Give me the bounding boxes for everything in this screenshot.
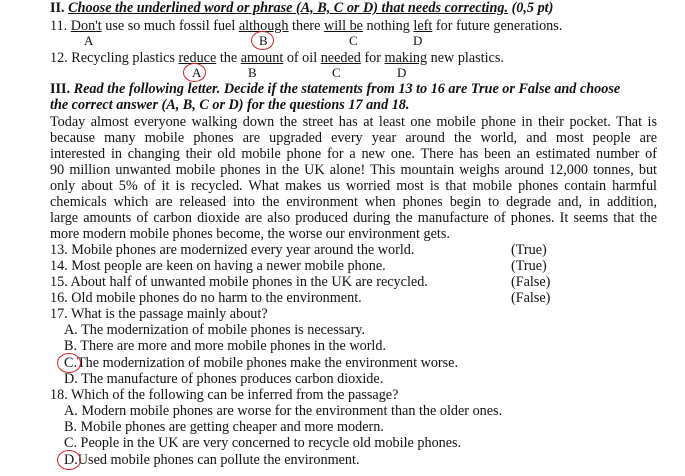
- option-c-text: The modernization of mobile phones make the environment worse.: [77, 355, 458, 371]
- letter-d: D: [413, 33, 423, 48]
- letter-b: B: [259, 33, 268, 48]
- question-11-number: 11.: [50, 18, 68, 34]
- answer-circle-mark: [251, 31, 274, 50]
- option-b: B. Mobile phones are getting cheaper and more modern.: [64, 419, 384, 435]
- statement-16-answer: (False): [511, 290, 551, 306]
- question-17: 17. What is the passage mainly about?: [50, 306, 268, 322]
- passage-line: 90 million unwanted mobile phones in the UK alone! This mountain weighs around 12,000 tonnes, but: [50, 162, 657, 178]
- option-d: [64, 452, 360, 468]
- section-2-number: II.: [50, 0, 65, 16]
- section-2-title: Choose the underlined word or phrase (A, B, C or D) that needs correcting.: [68, 0, 509, 16]
- letter-a: A: [84, 33, 94, 48]
- question-12-number: 12.: [50, 50, 68, 66]
- answer-circle-mark: [57, 450, 81, 470]
- statement-15: 15. About half of unwanted mobile phones in the UK are recycled.: [50, 274, 428, 290]
- section-3-number: III.: [50, 81, 71, 97]
- section-3-instructions-cont: the correct answer (A, B, C or D) for the questions 17 and 18.: [50, 97, 410, 113]
- question-text: the: [216, 50, 241, 66]
- option-a: A. The modernization of mobile phones is necessary.: [64, 322, 366, 338]
- underlined-phrase-a: reduce: [178, 50, 217, 66]
- passage-line: more modern mobile phones become, the worse our environment gets.: [50, 226, 450, 242]
- section-2-points: (0,5 pt): [511, 0, 554, 16]
- question-text: nothing: [362, 18, 414, 34]
- question-text: there: [288, 18, 324, 34]
- option-d-letter: D.: [64, 452, 78, 468]
- statement-15-answer: (False): [511, 274, 551, 290]
- passage-line: Today almost everyone walking down the street has at least one mobile phone in their pocket. That is: [50, 114, 657, 130]
- passage-line: interested in changing their old mobile phone for a new one. There has been an estimated number of: [50, 146, 657, 162]
- question-text: for: [360, 50, 385, 66]
- letter-a: A: [192, 65, 202, 80]
- passage-line: chemicals which are released into the environment when phones begin to degrade and, in addition,: [50, 194, 657, 210]
- letter-c: C: [332, 65, 341, 80]
- underlined-phrase-b: amount: [240, 50, 284, 66]
- option-d-text: Used mobile phones can pollute the environment.: [77, 452, 360, 468]
- letter-b: B: [248, 65, 257, 80]
- answer-circle-mark: [57, 353, 81, 373]
- answer-circle-mark: [183, 63, 206, 82]
- underlined-phrase-a: Don't: [70, 18, 102, 34]
- option-c: [64, 355, 458, 371]
- letter-c: C: [349, 33, 358, 48]
- section-2-heading: [50, 0, 553, 16]
- statement-16: 16. Old mobile phones do no harm to the environment.: [50, 290, 362, 306]
- passage-line: because many mobile phones are upgraded every year around the world, and most people are: [50, 130, 657, 146]
- question-18: 18. Which of the following can be inferred from the passage?: [50, 387, 399, 403]
- underlined-phrase-c: needed: [320, 50, 361, 66]
- question-11: [50, 18, 562, 34]
- statement-14-answer: (True): [511, 258, 547, 274]
- question-text: Recycling plastics: [71, 50, 179, 66]
- statement-13-answer: (True): [511, 242, 547, 258]
- underlined-phrase-d: making: [384, 50, 428, 66]
- statement-14: 14. Most people are keen on having a newer mobile phone.: [50, 258, 386, 274]
- question-text: of oil: [283, 50, 321, 66]
- section-3-heading: [50, 81, 620, 97]
- section-3-instructions: Read the following letter. Decide if the statements from 13 to 16 are True or False and choose: [73, 81, 621, 97]
- passage-line: large amounts of carbon dioxide are also produced during the manufacture of phones. It seems that the: [50, 210, 657, 226]
- option-c: C. People in the UK are very concerned to recycle old mobile phones.: [64, 435, 462, 451]
- option-d: D. The manufacture of phones produces carbon dioxide.: [64, 371, 384, 387]
- option-c-letter: C.: [64, 355, 78, 371]
- question-text: use so much fossil fuel: [101, 18, 239, 34]
- statement-13: 13. Mobile phones are modernized every year around the world.: [50, 242, 415, 258]
- question-text: new plastics.: [427, 50, 504, 66]
- option-b: B. There are more and more mobile phones in the world.: [64, 338, 387, 354]
- passage-line: only about 5% of it is recycled. What makes us worried most is that mobile phones contain harmful: [50, 178, 657, 194]
- underlined-phrase-c: will be: [323, 18, 363, 34]
- question-12: [50, 50, 504, 66]
- underlined-phrase-d: left: [413, 18, 433, 34]
- underlined-phrase-b: although: [238, 18, 289, 34]
- option-a: A. Modern mobile phones are worse for the environment than the older ones.: [64, 403, 503, 419]
- question-text: for future generations.: [432, 18, 563, 34]
- letter-d: D: [397, 65, 407, 80]
